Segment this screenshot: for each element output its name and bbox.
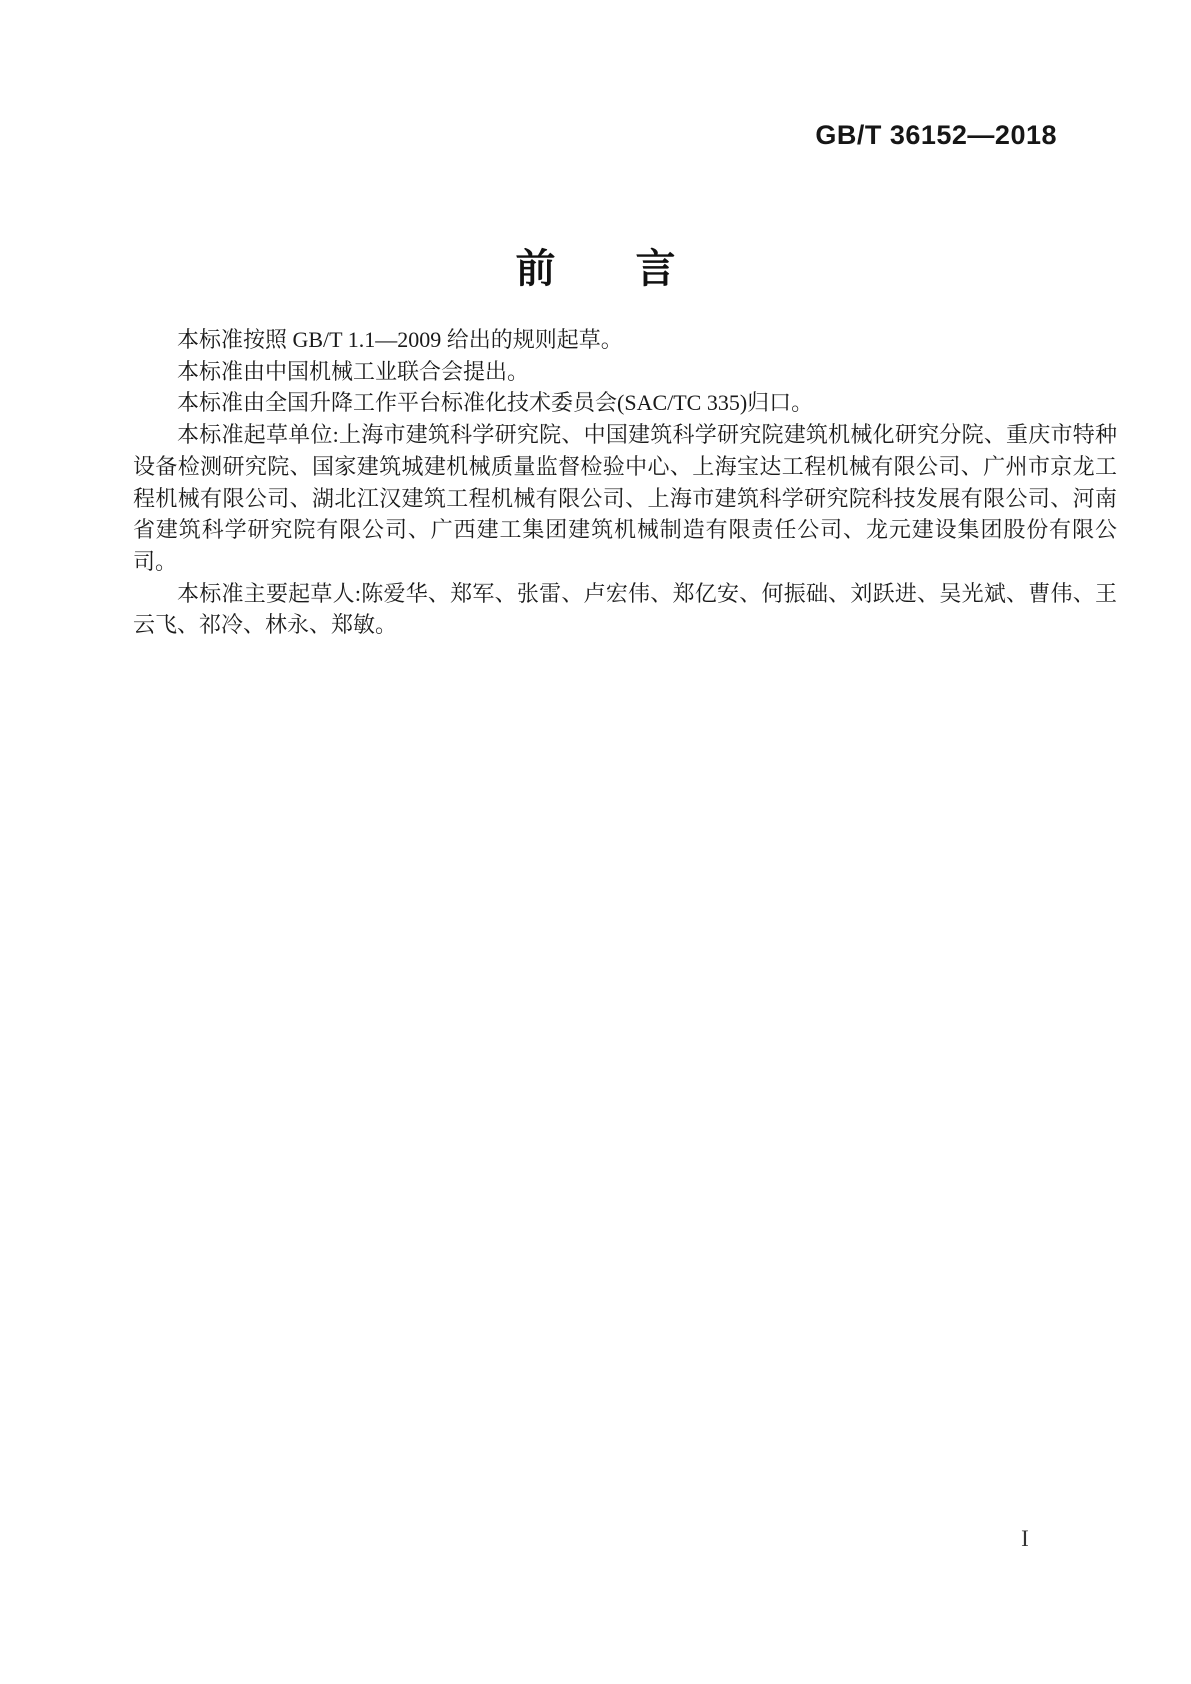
foreword-body <box>133 324 1117 641</box>
paragraph-drafting-rules: 本标准按照 GB/T 1.1—2009 给出的规则起草。 <box>177 327 623 352</box>
page-number: I <box>1021 1526 1029 1551</box>
foreword-title: 前 言 <box>515 246 676 291</box>
paragraph-drafting-organizations: 本标准起草单位:上海市建筑科学研究院、中国建筑科学研究院建筑机械化研究分院、重庆市特种设备检测研究院、国家建筑城建机械质量监督检验中心、上海宝达工程机械有限公司、广州市京龙工程机械有限公司、湖北江汉建筑工程机械有限公司、上海市建筑科学研究院科技发展有限公司、河南省建筑科学研究院有限公司、广西建工集团建筑机械制造有限责任公司、龙元建设集团股份有限公司。 <box>133 422 1117 574</box>
document-code: GB/T 36152—2018 <box>815 120 1057 150</box>
paragraph-proposed-by: 本标准由中国机械工业联合会提出。 <box>177 358 530 384</box>
paragraph-main-drafters: 本标准主要起草人:陈爱华、郑军、张雷、卢宏伟、郑亿安、何振础、刘跃进、吴光斌、曹伟、王云飞、祁冷、林永、郑敏。 <box>133 580 1117 638</box>
paragraph-centralized-by: 本标准由全国升降工作平台标准化技术委员会(SAC/TC 335)归口。 <box>177 390 814 416</box>
